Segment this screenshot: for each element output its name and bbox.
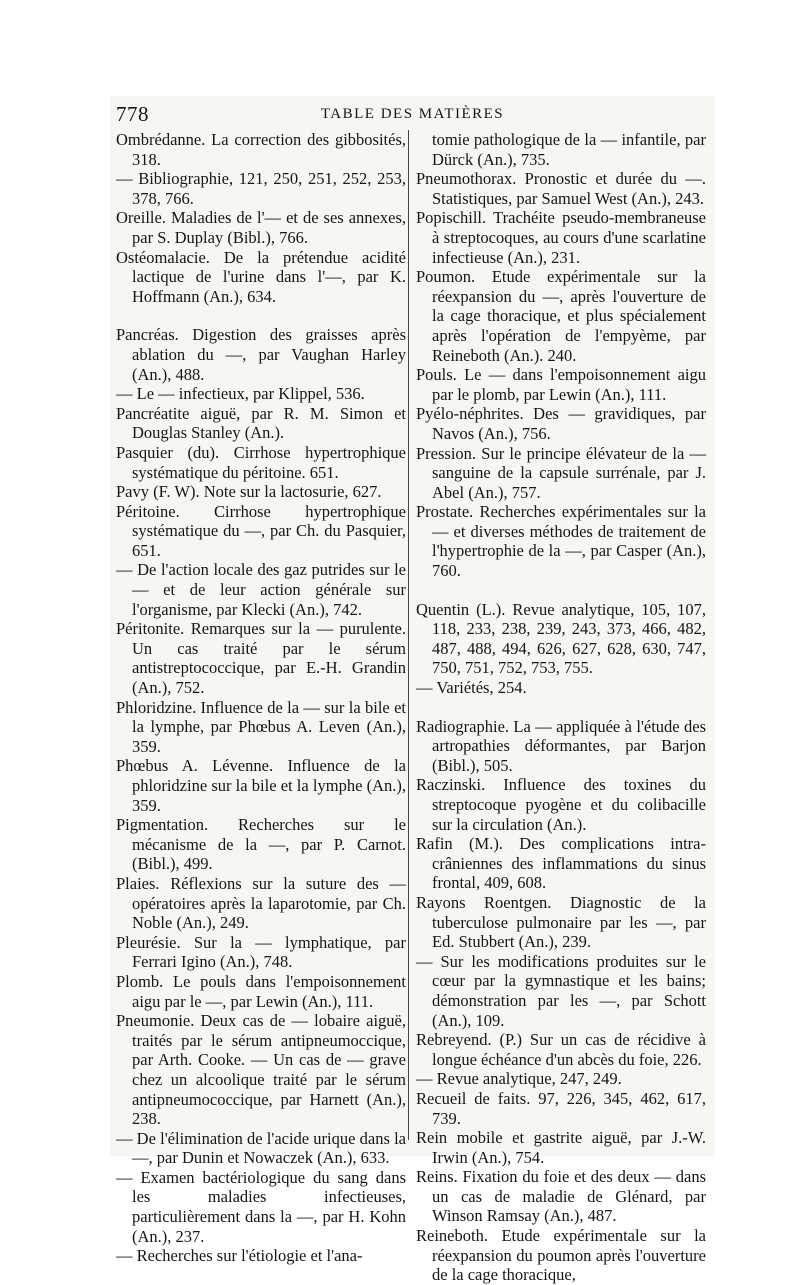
index-entry: Phœbus A. Lévenne. Influence de la phloridzine sur la bile et la lymphe (An.), 359. (116, 756, 406, 815)
index-entry: Ostéomalacie. De la prétendue acidité lactique de l'urine dans l'—, par K. Hoffmann (An.), 634. (116, 247, 406, 306)
index-entry: Pavy (F. W). Note sur la lactosurie, 627. (116, 482, 382, 502)
index-entry: Radiographie. La — appliquée à l'étude des artropathies déformantes, par Barjon (Bibl.), 505. (416, 716, 706, 775)
index-entry: Pyélo-néphrites. Des — gravidiques, par Navos (An.), 756. (416, 404, 706, 443)
index-entry: — Recherches sur l'étiologie et l'ana- (116, 1246, 363, 1266)
index-entry: Phloridzine. Influence de la — sur la bile et la lymphe, par Phœbus A. Leven (An.), 359. (116, 697, 406, 756)
index-entry: Reins. Fixation du foie et des deux — dans un cas de maladie de Glénard, par Winson Ramsay (An.), 487. (416, 1167, 706, 1226)
index-entry: Pancréas. Digestion des graisses après ablation du —, par Vaughan Harley (An.), 488. (116, 325, 406, 384)
index-entry: Pigmentation. Recherches sur le mécanisme de la —, par P. Carnot. (Bibl.), 499. (116, 815, 406, 874)
index-entry: Pasquier (du). Cirrhose hypertrophique systématique du péritoine. 651. (116, 442, 406, 482)
left-column (116, 130, 406, 1266)
index-entry: Reineboth. Etude expérimentale sur la réexpansion du poumon après l'ouverture de la cage thoracique, (416, 1226, 706, 1285)
index-entry: Plaies. Réflexions sur la suture des — opératoires après la laparotomie, par Ch. Noble (An.), 249. (116, 873, 406, 933)
page-header (110, 102, 715, 128)
index-entry: Recueil de faits. 97, 226, 345, 462, 617, 739. (416, 1088, 706, 1128)
index-entry: Rayons Roentgen. Diagnostic de la tuberculose pulmonaire par les —, par Ed. Stubbert (An.), 239. (416, 892, 706, 952)
index-entry: Péritonite. Remarques sur la — purulente. Un cas traité par le sérum antistreptococcique, par E.-H. Grandin (An.), 752. (116, 619, 406, 698)
index-entry: Rafin (M.). Des complications intra-crâniennes des inflammations du sinus frontal, 409, 608. (416, 834, 706, 893)
index-entry: Ombrédanne. La correction des gibbosités, 318. (116, 130, 406, 169)
index-entry: — Bibliographie, 121, 250, 251, 252, 253, 378, 766. (116, 169, 406, 208)
index-entry: — Le — infectieux, par Klippel, 536. (116, 384, 365, 404)
index-entry: — Variétés, 254. (416, 678, 527, 698)
index-entry: Pneumonie. Deux cas de — lobaire aiguë, traités par le sérum antipneumoccique, par Arth. Cooke. — Un cas de — grave chez un alcoolique traité par le sérum antipneumococcique, par Harnett (An.), 238. (116, 1011, 406, 1129)
index-entry: — Sur les modifications produites sur le cœur par la gymnastique et les bains; démonstration par les —, par Schott (An.), 109. (416, 951, 706, 1030)
index-entry: Rein mobile et gastrite aiguë, par J.-W. Irwin (An.), 754. (416, 1128, 706, 1167)
index-entry: — De l'action locale des gaz putrides sur le — et de leur action générale sur l'organisme, par Klecki (An.), 742. (116, 560, 406, 619)
index-entry: Plomb. Le pouls dans l'empoisonnement aigu par le —, par Lewin (An.), 111. (116, 971, 406, 1011)
index-entry: tomie pathologique de la — infantile, par Dürck (An.), 735. (432, 130, 706, 169)
right-column (416, 130, 706, 1285)
index-entry: Pression. Sur le principe élévateur de la — sanguine de la capsule surrénale, par J. Abel (An.), 757. (416, 443, 706, 502)
index-entry: Pouls. Le — dans l'empoisonnement aigu par le plomb, par Lewin (An.), 111. (416, 365, 706, 404)
index-entry: Prostate. Recherches expérimentales sur la — et diverses méthodes de traitement de l'hypertrophie de la —, par Casper (An.), 760. (416, 502, 706, 581)
index-entry: Pneumothorax. Pronostic et durée du —. Statistiques, par Samuel West (An.), 243. (416, 169, 706, 208)
book-page (110, 96, 715, 1285)
index-entry: Péritoine. Cirrhose hypertrophique systématique du —, par Ch. du Pasquier, 651. (116, 501, 406, 560)
column-divider (408, 130, 409, 1140)
index-entry: Rebreyend. (P.) Sur un cas de récidive à longue échéance d'un abcès du foie, 226. (416, 1030, 706, 1069)
index-entry: Oreille. Maladies de l'— et de ses annexes, par S. Duplay (Bibl.), 766. (116, 208, 406, 247)
page-number: 778 (116, 102, 149, 126)
index-entry: — Examen bactériologique du sang dans les maladies infectieuses, particulièrement dans la —, par H. Kohn (An.), 237. (116, 1167, 406, 1246)
index-entry: Pancréatite aiguë, par R. M. Simon et Douglas Stanley (An.). (116, 403, 406, 443)
index-entry: Poumon. Etude expérimentale sur la réexpansion du —, après l'ouverture de la cage thoracique, et plus spécialement après l'opération de l'empyème, par Reineboth (An.). 240. (416, 267, 706, 365)
index-entry: Quentin (L.). Revue analytique, 105, 107, 118, 233, 238, 239, 243, 373, 466, 482, 487, 488, 494, 626, 627, 628, 630, 747, 750, 751, 752, 753, 755. (416, 599, 706, 678)
index-entry: Raczinski. Influence des toxines du streptocoque pyogène et du colibacille sur la circulation (An.). (416, 775, 706, 834)
index-entry: Popischill. Trachéite pseudo-membraneuse à streptocoques, au cours d'une scarlatine infectieuse (An.), 231. (416, 208, 706, 267)
running-title: TABLE DES MATIÈRES (320, 106, 505, 122)
index-entry: — Revue analytique, 247, 249. (416, 1069, 622, 1089)
index-entry: Pleurésie. Sur la — lymphatique, par Ferrari Igino (An.), 748. (116, 932, 406, 972)
index-entry: — De l'élimination de l'acide urique dans la —, par Dunin et Nowaczek (An.), 633. (116, 1128, 406, 1168)
